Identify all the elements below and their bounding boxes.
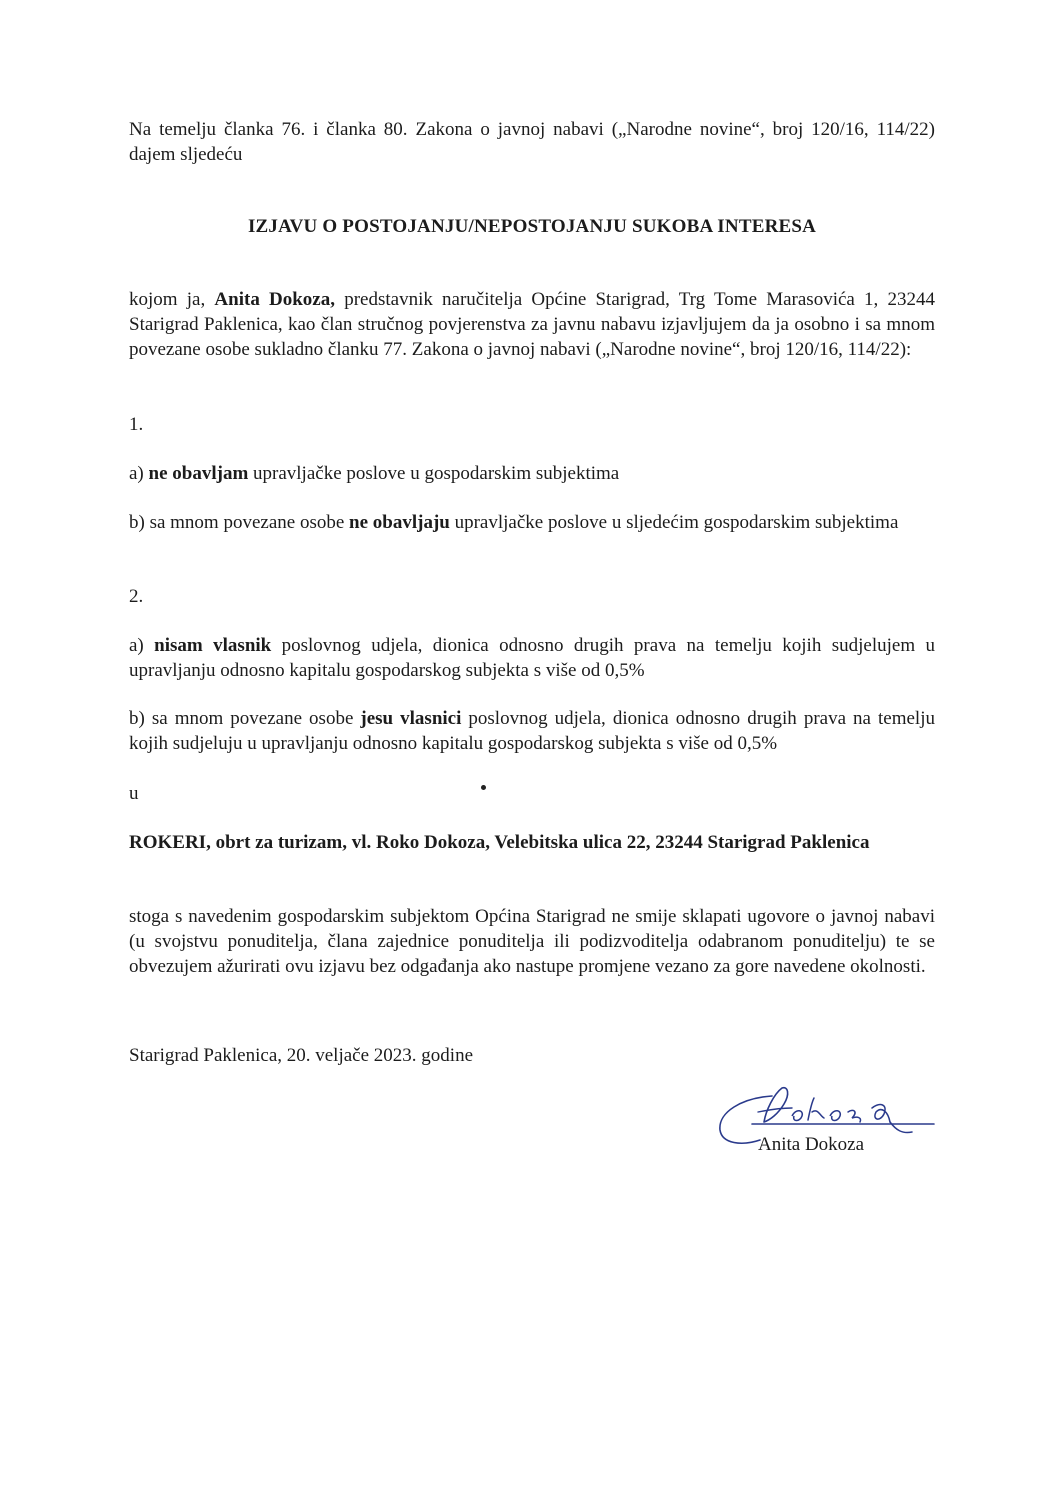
signature-block (712, 1082, 942, 1162)
section-1-item-b (129, 510, 935, 535)
item-prefix: a) (129, 635, 155, 656)
section-2-item-a (129, 633, 935, 683)
item-bold: ne obavljaju (349, 512, 450, 533)
signer-name: Anita Dokoza (758, 1134, 865, 1155)
item-prefix: a) (129, 463, 149, 484)
entity-paragraph: ROKERI, obrt za turizam, vl. Roko Dokoza, Velebitska ulica 22, 23244 Starigrad Paklenica (129, 832, 870, 853)
scan-dot (481, 785, 486, 790)
connector-text: u (129, 783, 139, 804)
document-title: IZJAVU O POSTOJANJU/NEPOSTOJANJU SUKOBA INTERESA (247, 216, 817, 237)
item-text: upravljačke poslove u sljedećim gospodarskim subjektima (449, 512, 899, 533)
item-bold: ne obavljam (148, 463, 249, 484)
declarant-prefix: kojom ja, (129, 289, 215, 310)
item-prefix: b) sa mnom povezane osobe (129, 512, 350, 533)
declarant-name: Anita Dokoza, (214, 289, 335, 310)
consequence-paragraph: stoga s navedenim gospodarskim subjektom Općina Starigrad ne smije sklapati ugovore o javnoj nabavi (u svojstvu ponuditelja, člana zajednice ponuditelja ili podizvoditelja odabranom ponuditelju) te se obvezujem ažurirati ovu izjavu bez odgađanja ako nastupe promjene vezano za gore navedene okolnosti. (129, 906, 935, 977)
section-1-number: 1. (129, 414, 144, 435)
section-2-number: 2. (129, 586, 144, 607)
place-date: Starigrad Paklenica, 20. veljače 2023. godine (129, 1045, 474, 1066)
intro-text: Na temelju članka 76. i članka 80. Zakona o javnoj nabavi („Narodne novine“, broj 120/16, 114/22) dajem sljedeću (129, 119, 935, 165)
item-text: poslovnog udjela, dionica odnosno drugih prava na temelju kojih sudjelujem u upravljanju odnosno kapitalu gospodarskog subjekta s više od 0,5% (129, 635, 936, 681)
section-1-item-a (129, 461, 935, 486)
item-bold: nisam vlasnik (154, 635, 272, 656)
declarant-text: predstavnik naručitelja Općine Starigrad, Trg Tome Marasovića 1, 23244 Starigrad Paklenica, kao član stručnog povjerenstva za javnu nabavu izjavljujem da ja osobno i sa mnom povezane osobe sukladno članku 77. Zakona o javnoj nabavi („Narodne novine“, broj 120/16, 114/22): (129, 289, 935, 360)
declarant-paragraph (129, 287, 935, 362)
intro-paragraph (129, 117, 935, 167)
item-text: poslovnog udjela, dionica odnosno drugih prava na temelju kojih sudjeluju u upravljanju odnosno kapitalu gospodarskog subjekta s više od 0,5% (129, 708, 935, 754)
item-bold: jesu vlasnici (360, 708, 462, 729)
item-prefix: b) sa mnom povezane osobe (129, 708, 361, 729)
item-text: upravljačke poslove u gospodarskim subjektima (248, 463, 620, 484)
section-2-item-b (129, 706, 935, 756)
